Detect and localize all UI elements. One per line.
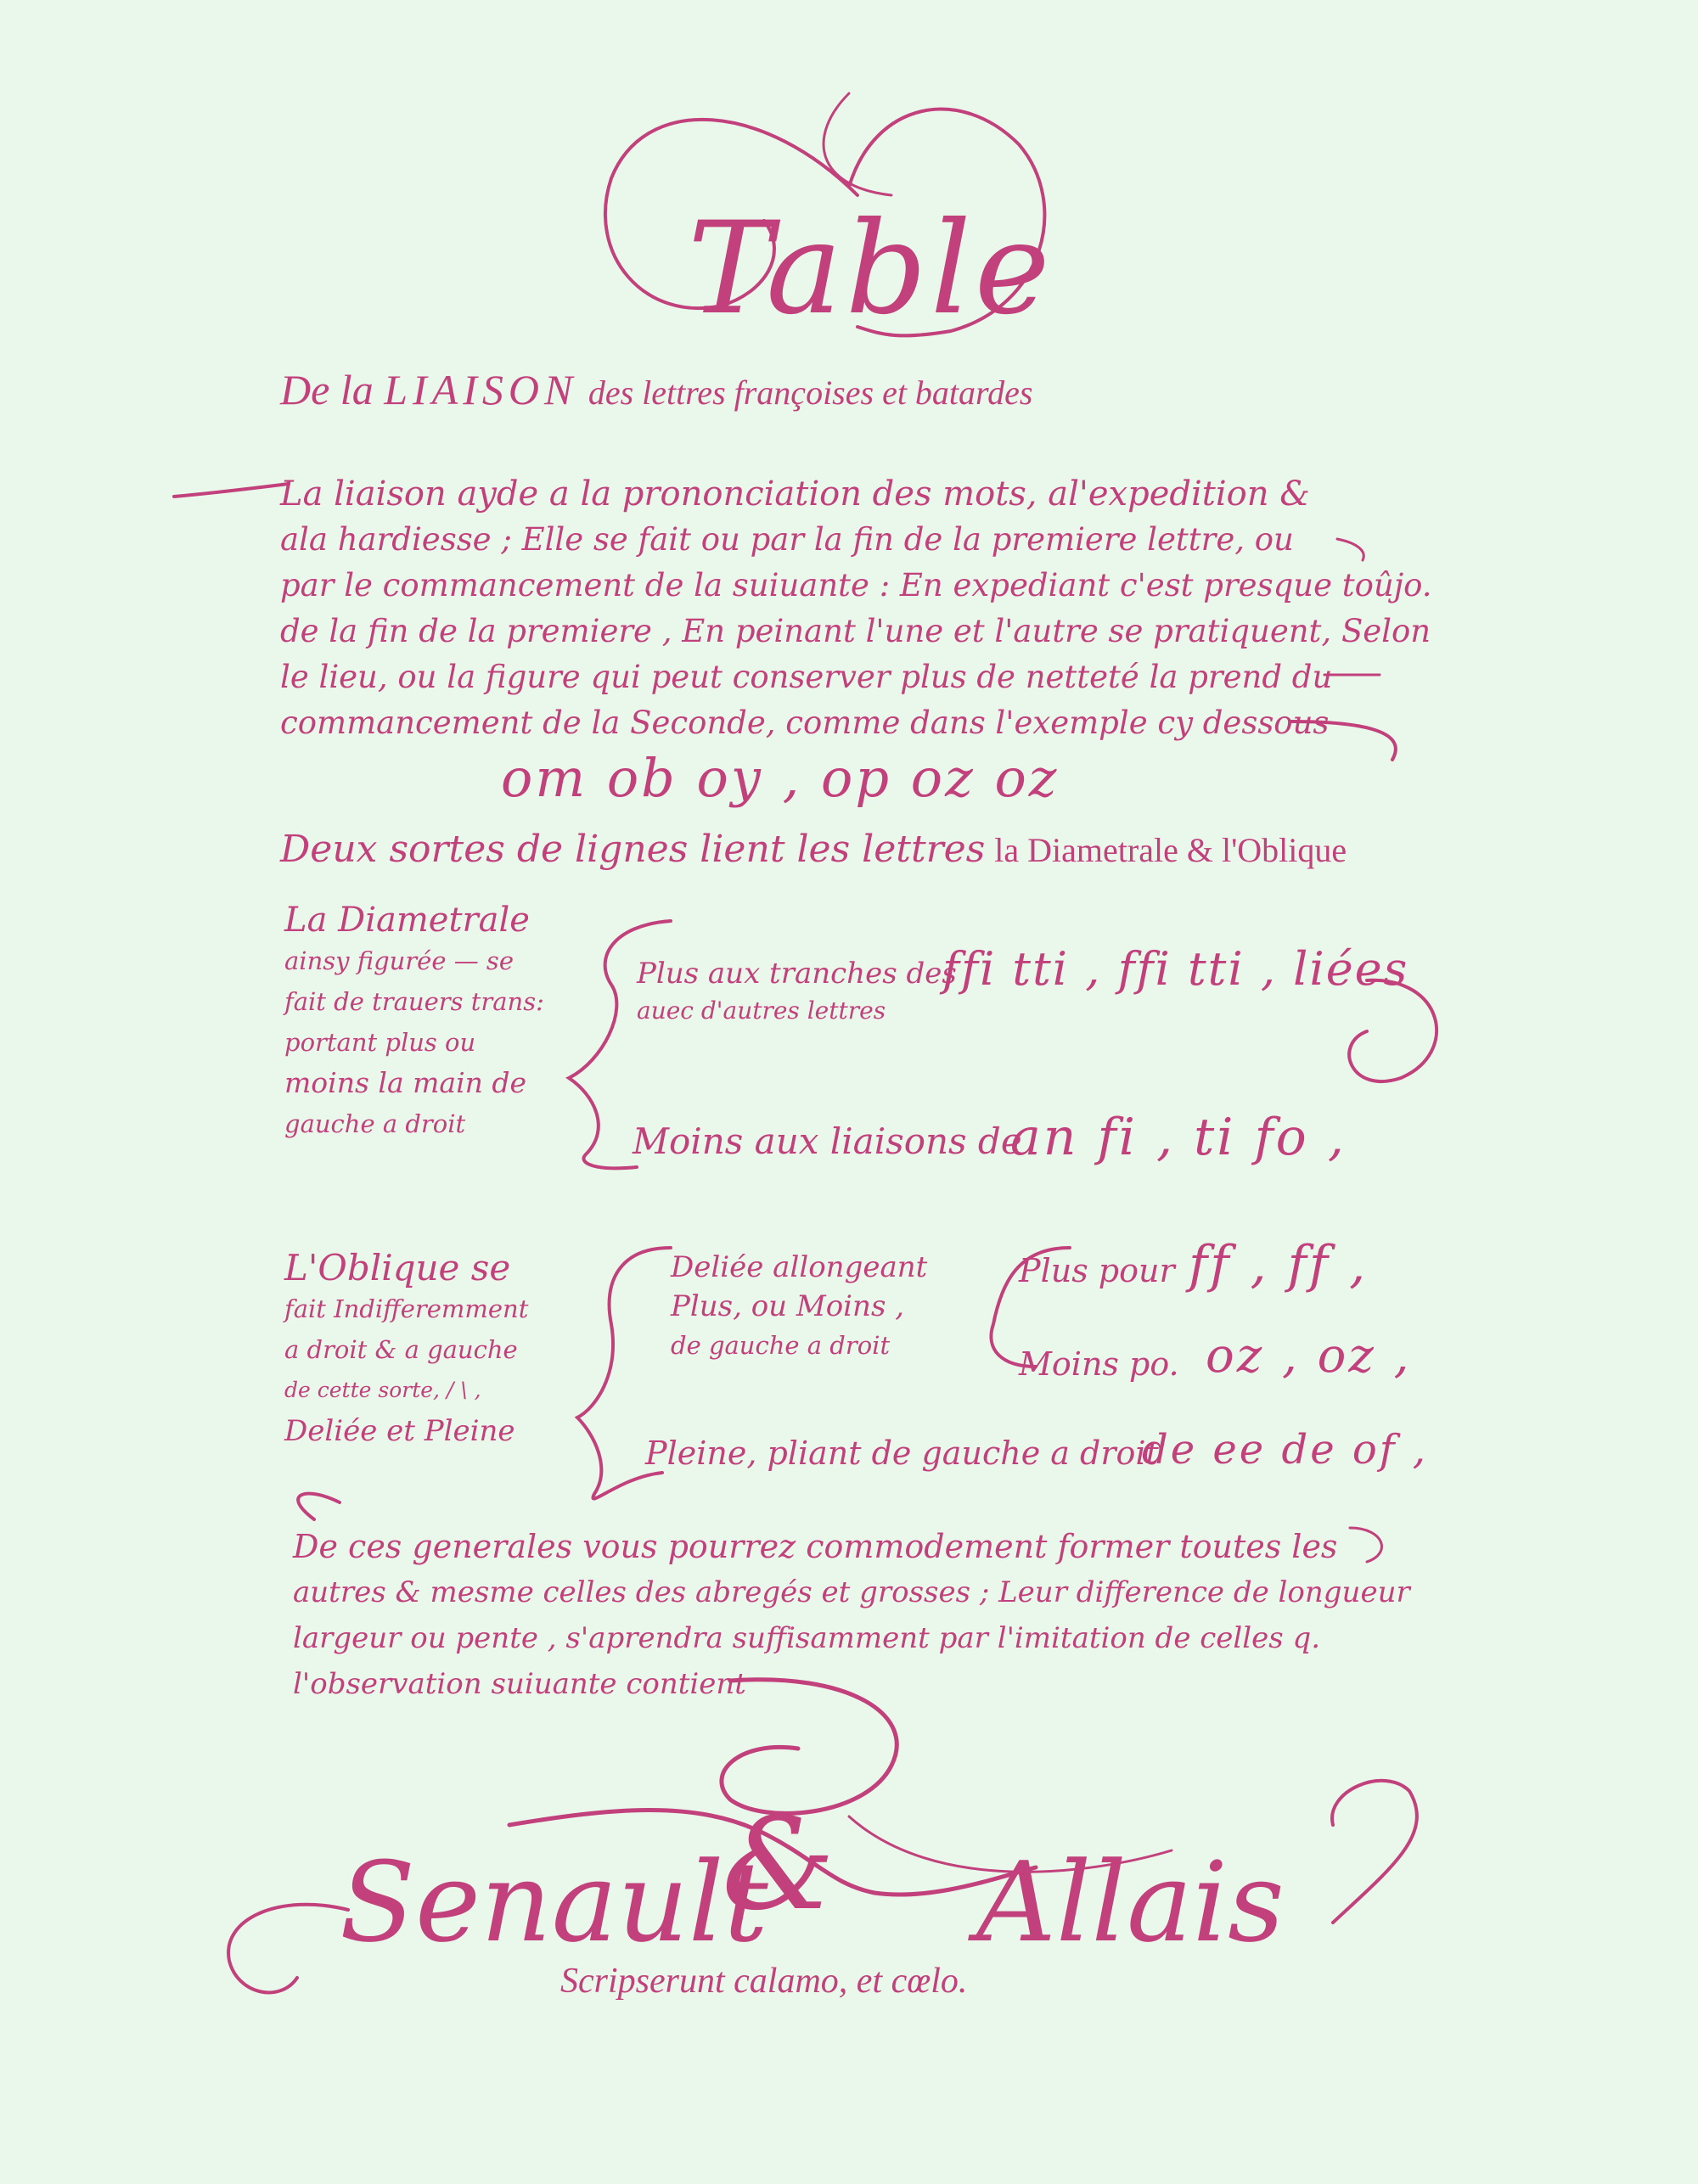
closing-line: largeur ou pente , s'aprendra suffisamment par l'imitation de celles q. [293, 1621, 1321, 1655]
diametrale-moins-samples: an fi , ti fo , [1010, 1108, 1347, 1167]
closing-paragraph [293, 1524, 1410, 1707]
intro-line: La liaison ayde a la prononciation des mots, al'expedition & [280, 474, 1310, 514]
closing-line: autres & mesme celles des abregés et grosses ; Leur difference de longueur [293, 1575, 1410, 1609]
diametrale-moins-text: Moins aux liaisons de [633, 1120, 1022, 1162]
plus-pour-samples: ff , ff , [1189, 1235, 1369, 1294]
signature-left: Senault [340, 1838, 768, 1967]
pleine-samples: de ee de of , [1142, 1426, 1429, 1474]
closing-leadin [298, 1494, 340, 1519]
diametrale-line: gauche a droit [284, 1109, 466, 1138]
two-lines-heading [280, 828, 1347, 871]
title-flourish-center [824, 93, 891, 195]
example-letters: om ob oy , op oz oz [501, 747, 1060, 809]
closing-line: l'observation suiuante contient [293, 1667, 746, 1701]
diametrale-plus-samples: ffi tti , ffi tti , liées [942, 942, 1409, 996]
oblique-description [284, 1248, 528, 1451]
diametrale-plus-text [637, 955, 957, 1030]
oblique-line: Deliée et Pleine [284, 1414, 515, 1448]
two-lines-heading-plain: la Diametrale & l'Oblique [994, 831, 1347, 869]
intro-line: ala hardiesse ; Elle se fait ou par la fin de la premiere lettre, ou [280, 521, 1294, 558]
signature-right-loop [1332, 1781, 1417, 1923]
two-lines-heading-script: Deux sortes de lignes lient les lettres [280, 828, 986, 871]
oblique-deliee-text [671, 1248, 927, 1365]
moins-pour-label: Moins po. [1019, 1345, 1179, 1383]
diametrale-description [284, 900, 544, 1144]
intro-line: commancement de la Seconde, comme dans l'exemple cy dessous [280, 705, 1330, 741]
footer-caption: Scripserunt calamo, et cœlo. [560, 1962, 968, 2001]
intro-line: le lieu, ou la figure qui peut conserver plus de netteté la prend du [280, 659, 1333, 695]
intro-line: par le commancement de la suiuante : En expediant c'est presque toûjo. [280, 567, 1432, 604]
subtitle-prefix: De la [280, 366, 374, 413]
diametrale-line: ainsy figurée — se [284, 946, 514, 975]
diametrale-line: moins la main de [284, 1066, 527, 1099]
subtitle-suffix: des lettres françoises et batardes [588, 373, 1033, 412]
oblique-line: de cette sorte, / \ , [284, 1378, 481, 1402]
signature-right: Allais [976, 1838, 1285, 1967]
intro-line: de la fin de la premiere , En peinant l'une et l'autre se pratiquent, Selon [280, 613, 1431, 649]
oblique-line: L'Oblique se [284, 1247, 511, 1289]
oblique-line: fait Indifferemment [284, 1294, 529, 1323]
diametrale-plus-line: Plus aux tranches des [637, 957, 957, 991]
signature-ampersand: & [722, 1791, 835, 1939]
intro-leadin-stroke [174, 484, 289, 497]
oblique-deliee-line: Plus, ou Moins , [671, 1289, 905, 1323]
diametrale-line: portant plus ou [284, 1028, 476, 1057]
oblique-deliee-line: de gauche a droit [671, 1331, 891, 1360]
page-title: Table [688, 195, 1054, 343]
subtitle [280, 365, 1032, 414]
diametrale-line: fait de trauers trans: [284, 987, 544, 1016]
signature-left-loop [228, 1905, 348, 1993]
plus-pour-label: Plus pour [1019, 1252, 1175, 1289]
pleine-text: Pleine, pliant de gauche a droit [645, 1434, 1159, 1472]
closing-line: De ces generales vous pourrez commodement former toutes les [293, 1528, 1338, 1565]
diametrale-line: La Diametrale [284, 901, 530, 940]
oblique-line: a droit & a gauche [284, 1335, 518, 1364]
intro-paragraph [280, 471, 1432, 746]
diametrale-plus-line: auec d'autres lettres [637, 997, 886, 1025]
oblique-deliee-line: Deliée allongeant [671, 1250, 928, 1284]
moins-pour-samples: oz , oz , [1206, 1328, 1412, 1384]
subtitle-keyword: LIAISON [384, 366, 578, 413]
